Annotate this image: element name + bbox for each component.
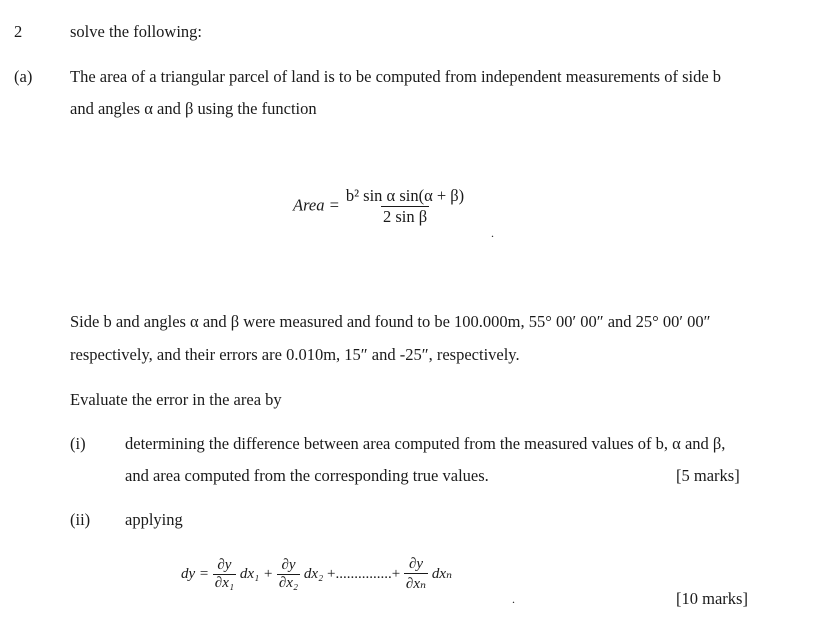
plus-sign: + — [262, 565, 274, 582]
sub-i-label: (i) — [70, 434, 86, 453]
area-formula-numerator: b² sin α sin(α + β) — [345, 186, 465, 205]
partial-term-n-dx: dxₙ — [431, 565, 453, 582]
partial-term-1-dx: dx₁ — [239, 565, 260, 582]
partial-term-1 — [213, 557, 236, 592]
area-formula-end-dot: . — [491, 226, 494, 240]
differential-equation — [181, 556, 452, 593]
partial-term-1-num: ∂y — [217, 557, 232, 573]
part-a-intro-line1: The area of a triangular parcel of land is to be computed from independent measurements of side b — [70, 67, 722, 86]
evaluate-instruction: Evaluate the error in the area by — [70, 390, 282, 409]
part-a-intro-line2: and angles α and β using the function — [70, 99, 317, 118]
part-a-label: (a) — [14, 67, 33, 86]
sub-ii-text: applying — [125, 510, 183, 529]
partial-term-n-den: ∂xₙ — [404, 573, 428, 593]
partial-term-n-num: ∂y — [408, 556, 424, 572]
area-formula-denominator: 2 sin β — [382, 207, 428, 226]
measurement-line2: respectively, and their errors are 0.010m, 15″ and -25″, respectively. — [70, 345, 520, 364]
partial-term-2-dx: dx₂ — [303, 565, 324, 582]
partial-term-2-num: ∂y — [281, 557, 296, 573]
partial-term-1-den: ∂x₁ — [214, 575, 235, 591]
question-number: 2 — [14, 22, 23, 41]
sub-i-line2: and area computed from the corresponding true values. — [125, 466, 489, 485]
sub-ii-marks: [10 marks] — [676, 589, 748, 608]
partial-term-2-den: ∂x₂ — [278, 575, 299, 591]
ellipsis: +...............+ — [327, 565, 401, 582]
differential-lhs: dy = — [181, 565, 210, 582]
area-formula-fraction — [344, 186, 466, 227]
sub-ii-label: (ii) — [70, 510, 91, 529]
area-formula-lhs: Area = — [293, 195, 340, 215]
partial-term-2 — [277, 557, 300, 592]
sub-i-marks: [5 marks] — [676, 466, 740, 485]
sub-i-line1: determining the difference between area computed from the measured values of b, α and β, — [125, 434, 726, 453]
question-prompt: solve the following: — [70, 22, 202, 41]
differential-end-dot: . — [512, 592, 515, 606]
measurement-line1: Side b and angles α and β were measured and found to be 100.000m, 55° 00′ 00″ and 25° 00′ 00″ — [70, 312, 711, 331]
area-formula — [293, 186, 466, 227]
partial-term-n — [404, 556, 428, 593]
